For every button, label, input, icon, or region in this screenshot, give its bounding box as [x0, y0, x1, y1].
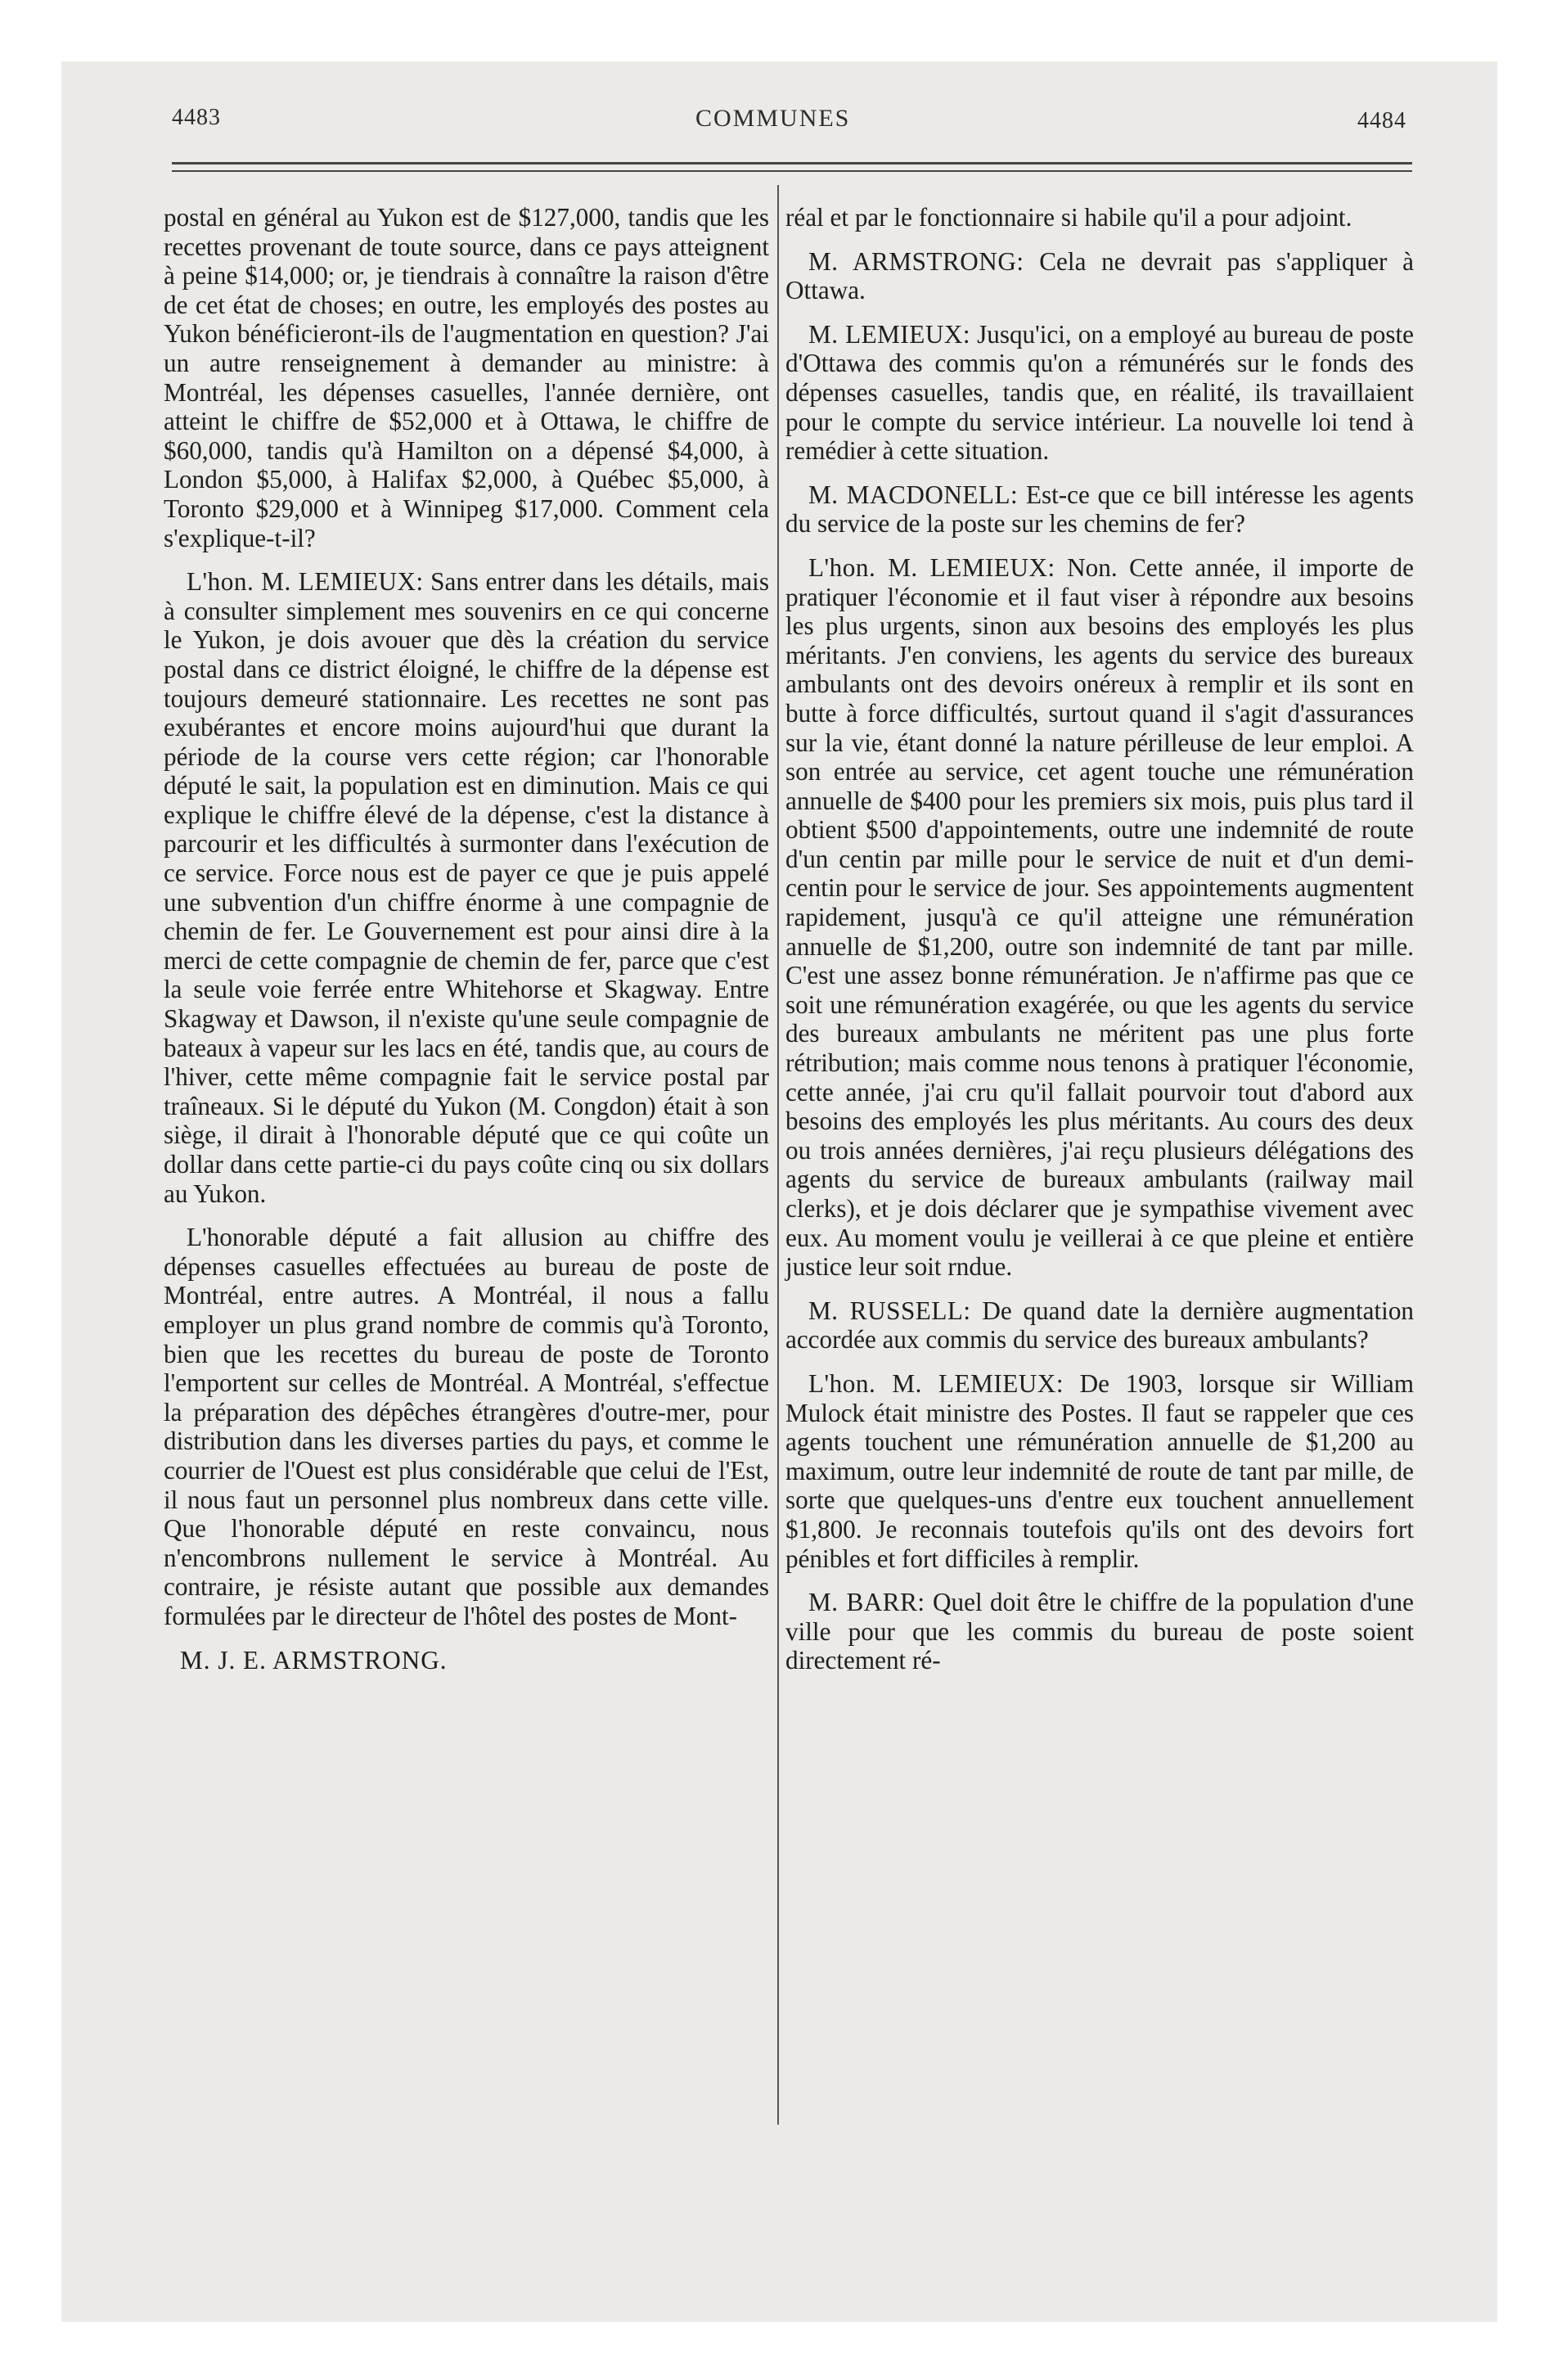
speaker-name: L'hon. M. LEMIEUX: — [808, 552, 1055, 582]
page-number-right: 4484 — [1357, 108, 1406, 133]
paragraph: postal en général au Yukon est de $127,000, tandis que les recettes provenant de toute source, dans ce pays atteignent à peine $14,000; or, je tiendrais à connaître la raison d'être de cet état de choses; en outre, les employés des postes au Yukon bénéficieront-ils de l'augmentation en question? J'ai un autre renseignement à demander au ministre: à Montréal, les dépenses casuelles, l'année dernière, ont atteint le chiffre de $52,000 et à Ottawa, le chiffre de $60,000, tandis qu'à Hamilton on a dépensé $4,000, à London $5,000, à Halifax $2,000, à Québec $5,000, à Toronto $29,000 et à Winnipeg $17,000. Comment cela s'explique-t-il? — [164, 203, 769, 552]
column-divider — [777, 185, 779, 2125]
speaker-name: M. LEMIEUX: — [808, 319, 971, 349]
header-rule-top — [172, 162, 1412, 165]
header-rule-bottom — [172, 170, 1412, 172]
paragraph — [785, 1588, 1414, 1675]
speaker-name: L'hon. M. LEMIEUX: — [808, 1368, 1064, 1398]
speech-text: De quand date la dernière augmentation accordée aux commis du service des bureaux ambulants? — [785, 1296, 1415, 1355]
paragraph — [785, 247, 1414, 305]
paragraph — [785, 553, 1414, 1282]
page-header-title: COMMUNES — [695, 105, 851, 132]
left-column — [164, 203, 769, 1675]
speech-text: Est-ce que ce bill intéresse les agents du service de la poste sur les chemins de fer? — [785, 480, 1414, 539]
right-column — [785, 203, 1414, 1690]
speech-text: Jusqu'ici, on a employé au bureau de poste d'Ottawa des commis qu'on a rémunérés sur le fonds des dépenses casuelles, tandis que, en réalité, ils travaillaient pour le compte du service intérieur. La nouvelle loi tend à remédier à cette situation. — [785, 319, 1414, 466]
paragraph — [785, 1369, 1414, 1573]
speaker-name: M. RUSSELL: — [808, 1296, 971, 1325]
page-number-left: 4483 — [172, 105, 221, 130]
speaker-signature: M. J. E. ARMSTRONG. — [180, 1645, 448, 1675]
speech-text: De 1903, lorsque sir William Mulock était ministre des Postes. Il faut se rappeler que ces agents touchent une rémunération annuelle de $1,200 au maximum, outre leur indemnité de route de tant par mille, de sorte que quelques-uns d'entre eux touchent annuellement $1,800. Je reconnais toutefois qu'ils ont des devoirs fort pénibles et fort difficiles à remplir. — [785, 1368, 1415, 1573]
speaker-name: M. ARMSTRONG: — [808, 246, 1024, 276]
speech-text: Sans entrer dans les détails, mais à consulter simplement mes souvenirs en ce qui concerne le Yukon, je dois avouer que dès la création du service postal dans ce district éloigné, le chiffre de la dépense est toujours demeuré stationnaire. Les recettes ne sont pas exubérantes et encore moins aujourd'hui que durant la période de la course vers cette région; car l'honorable député le sait, la population est en diminution. Mais ce qui explique le chiffre élevé de la dépense, c'est la distance à parcourir et les difficultés à surmonter dans l'exécution de ce service. Force nous est de payer ce que je puis appelé une subvention d'un chiffre énorme à une compagnie de chemin de fer. Le Gouvernement est pour ainsi dire à la merci de cette compagnie de chemin de fer, parce que c'est la seule voie ferrée entre Whitehorse et Skagway. Entre Skagway et Dawson, il n'existe qu'une seule compagnie de bateaux à vapeur sur les lacs en été, tandis que, au cours de l'hiver, cette même compagnie fait le service postal par traîneaux. Si le député du Yukon (M. Congdon) était à son siège, il dirait à l'honorable député que ce qui coûte un dollar dans cette partie-ci du pays coûte cinq ou six dollars au Yukon. — [164, 567, 769, 1208]
paragraph — [785, 1296, 1414, 1355]
speaker-name: L'hon. M. LEMIEUX: — [187, 567, 424, 597]
speech-text: Quel doit être le chiffre de la population d'une ville pour que les commis du bureau de poste soient directement ré- — [785, 1588, 1414, 1675]
paragraph — [785, 480, 1414, 539]
speaker-name: M. BARR: — [808, 1588, 925, 1617]
speech-text: Cela ne devrait pas s'appliquer à Ottawa. — [785, 246, 1415, 305]
speech-text: Non. Cette année, il importe de pratiquer l'économie et il faut viser à répondre aux besoins les plus urgents, sinon aux besoins des employés les plus méritants. J'en conviens, les agents du service des bureaux ambulants ont des devoirs onéreux à remplir et ils sont en butte à force difficultés, surtout quand il s'agit d'assurances sur la vie, étant donné la nature périlleuse de leur emploi. A son entrée au service, cet agent touche une rémunération annuelle de $400 pour les premiers six mois, puis plus tard il obtient $500 d'appointements, outre une indemnité de route d'un centin par mille pour le service de nuit et d'un demi-centin pour le service de jour. Ses appointements augmentent rapidement, jusqu'à ce qu'il atteigne une rémunération annuelle de $1,200, outre son indemnité de tant par mille. C'est une assez bonne rémunération. Je n'affirme pas que ce soit une rémunération exagérée, ou que les agents du service des bureaux ambulants ne méritent pas une plus forte rétribution; mais comme nous tenons à pratiquer l'économie, cette année, j'ai cru qu'il fallait pourvoir tout d'abord aux besoins des employés les plus méritants. Au cours des deux ou trois années dernières, j'ai reçu plusieurs délégations des agents du service de bureaux ambulants (railway mail clerks), et je dois déclarer que je sympathise vivement avec eux. Au moment voulu je veillerai à ce que pleine et entière justice leur soit rndue. — [785, 552, 1414, 1282]
paragraph: L'honorable député a fait allusion au chiffre des dépenses casuelles effectuées au bureau de poste de Montréal, entre autres. A Montréal, il nous a fallu employer un plus grand nombre de commis qu'à Toronto, bien que les recettes du bureau de poste de Toronto l'emportent sur celles de Montréal. A Montréal, s'effectue la préparation des dépêches étrangères d'outre-mer, pour distribution dans les diverses parties du pays, et comme le courrier de l'Ouest est plus considérable que celui de l'Est, il nous faut un personnel plus nombreux dans cette ville. Que l'honorable député en reste convaincu, nous n'encombrons nullement le service à Montréal. Au contraire, je résiste autant que possible aux demandes formulées par le directeur de l'hôtel des postes de Mont- — [164, 1223, 769, 1630]
speaker-name: M. MACDONELL: — [808, 480, 1019, 509]
paragraph — [785, 320, 1414, 466]
paragraph: réal et par le fonctionnaire si habile qu'il a pour adjoint. — [785, 203, 1352, 232]
paragraph — [164, 567, 769, 1208]
